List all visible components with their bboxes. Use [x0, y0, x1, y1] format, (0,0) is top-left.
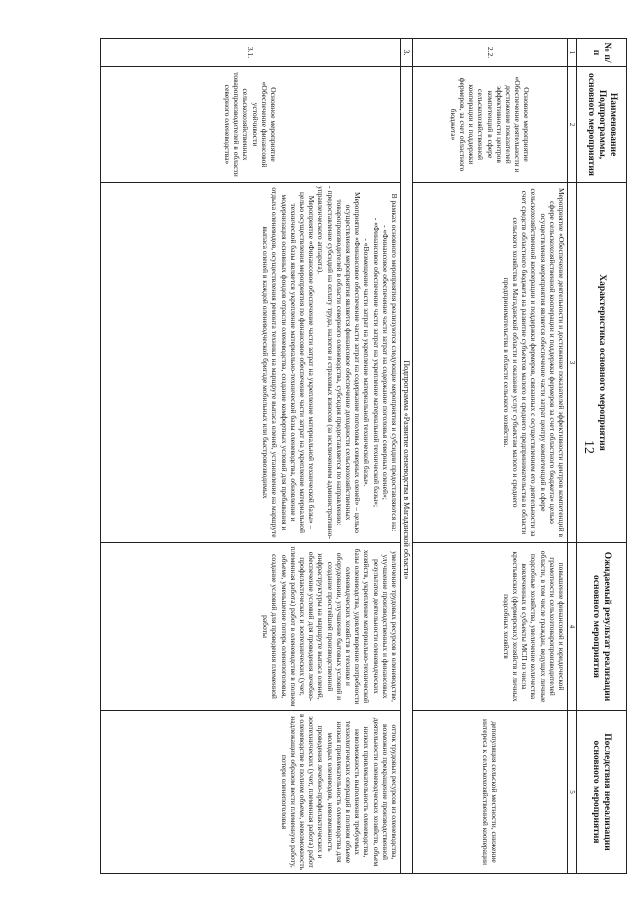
- section-title: Подпрограмма «Развитие оленеводства в Магаданской области»: [401, 67, 413, 874]
- event-description: Мероприятие «Обеспечение деятельности и достижение показателей эффективности центров компетенций в сфере сельскохозяйственной кооперации и поддержки фермеров за счет областного бюджета» целью осуществления мероприятия является обеспечение части затрат центру компетенций в сфере сельскохозяйственной кооперации и поддержки фермеров, связанных с осуществлением его деятельности за счет средств областного бюджета на развитие субъектов малого и среднего предпринимательства в области сельского хозяйства в Магаданской области и оказание услуг субъектам малого и среднего предпринимательства в области сельского хозяйства.: [413, 183, 568, 543]
- row-number: 2.2.: [413, 39, 568, 67]
- column-number-row: [568, 39, 577, 874]
- description-paragraph: Мероприятие «Финансовое обеспечение части затрат на содержание поголовья северных оленей» – целью осуществления мероприятия является финансовое обеспечение доходности сельскохозяйственных товаропроизводителей в области северного оленеводства, субсидия предоставляется по направлению:: [334, 192, 363, 533]
- header-consequences: Последствия нереализации основного мероприятия: [577, 711, 627, 874]
- event-description: [101, 183, 401, 543]
- rotated-table-container: [100, 38, 627, 873]
- header-num: № п/п: [577, 39, 627, 67]
- row-number: 3.1.: [101, 39, 401, 67]
- description-paragraph: Мероприятие «Финансовое обеспечение части затрат на укрепление материальной технической базы» – целью осуществления мероприятия по финансовое обеспечение части затрат на укрепление материальной технической базы является укрепление материально-технической базы оленеводства, обновление и модернизация основных фондов отрасли оленеводства, создание комфортных условий для пребывания и отдыха оленеводов, осуществления ремонта техники на маршруте выпаса оленей, установление на маршруте выпаса оленей в каждой оленеводческой бригаде мобильных или быстровозводимых: [261, 187, 317, 538]
- header-row: [577, 39, 627, 874]
- section-row: [401, 39, 413, 874]
- expected-result: увеличение трудовых ресурсов в оленеводстве, улучшение производственных и финансовых результатов деятельности оленеводческих хозяйств, укрепление материально-технической базы оленеводства, удовлетворение потребности оленеводческих хозяйств в технике и оборудовании, улучшение бытовых условий и создание простейшей производственной инфраструктуры на маршруте выпаса оленей, обеспечение условий для проведения лечебно-профилактических и зоотехнических (учет, племенная работа) работ в оленеводстве в полном объеме, уменьшение потерь оленепоголовья, создание условий для проведения племенной работы: [101, 543, 401, 711]
- description-paragraph: - предоставление субсидий на оплату труда, налогов и страховых взносов (за исключением административно-управленческого аппарата).: [316, 186, 335, 539]
- column-number: 4: [568, 543, 577, 711]
- event-name: Основное мероприятие «Обеспечение финансовой устойчивости сельскохозяйственных товаропроизводителей в области северного оленеводства»: [101, 67, 401, 183]
- expected-result: повышение финансовой и юридической грамотности сельхозтоваропроизводителей области, в том числе граждан, ведущих личные подсобные хозяйства, увеличение количества вовлеченных в субъекты МСП из числа крестьянских (фермерских) хозяйств и личных подсобных хозяйств: [413, 543, 568, 711]
- column-number: 3: [568, 183, 577, 543]
- page-number: 12: [581, 440, 596, 454]
- table-row: [101, 39, 401, 874]
- header-name: Наименование Подпрограммы, основного мероприятия: [577, 67, 627, 183]
- column-number: 1: [568, 39, 577, 67]
- nonrealization-consequence: отток трудовых ресурсов из оленеводства, возможно прекращение производственной деятельности оленеводческих хозяйств, объем низких привлекательность оленеводства, невозможность выполнения требуемых технологических операций в полном объеме низкая привлекательность оленеводства для молодых оленеводов, невозможность проведения лечебно-профилактических и зоотехнических (учет, племенная работа) работ в оленеводстве в полном объеме, невозможность надлежащим образом вести племенную работу, потери оленепоголовья: [101, 711, 401, 874]
- header-expected-result: Ожидаемый результат реализации основного мероприятия: [577, 543, 627, 711]
- program-table: [100, 38, 627, 874]
- column-number: 2: [568, 67, 577, 183]
- event-name: Основное мероприятие «Обеспечение деятельности и достижение показателей эффективности центров компетенций в сфере сельскохозяйственной кооперации и поддержки фермеров, за счет областного бюджета»: [413, 67, 568, 183]
- column-number: 5: [568, 711, 577, 874]
- nonrealization-consequence: депопуляция сельской местности, снижение интереса к сельскохозяйственной кооперации: [413, 711, 568, 874]
- description-paragraph: - «Финансовое обеспечение части затрат на содержание поголовья северных оленей»;: [380, 225, 390, 500]
- description-paragraph: - «Возмещение части затрат на укрепление материальной технической базы».: [362, 238, 372, 487]
- header-characteristics: Характеристика основного мероприятия: [577, 183, 627, 543]
- table-row: [413, 39, 568, 874]
- description-paragraph: В рамках основного мероприятия реализуются следующие мероприятия и субсидии предоставляются на:: [390, 193, 399, 532]
- description-paragraph: - «Финансовое обеспечение части затрат на укрепление материальной технической базы»;: [371, 217, 381, 508]
- section-number: 3.: [401, 39, 413, 67]
